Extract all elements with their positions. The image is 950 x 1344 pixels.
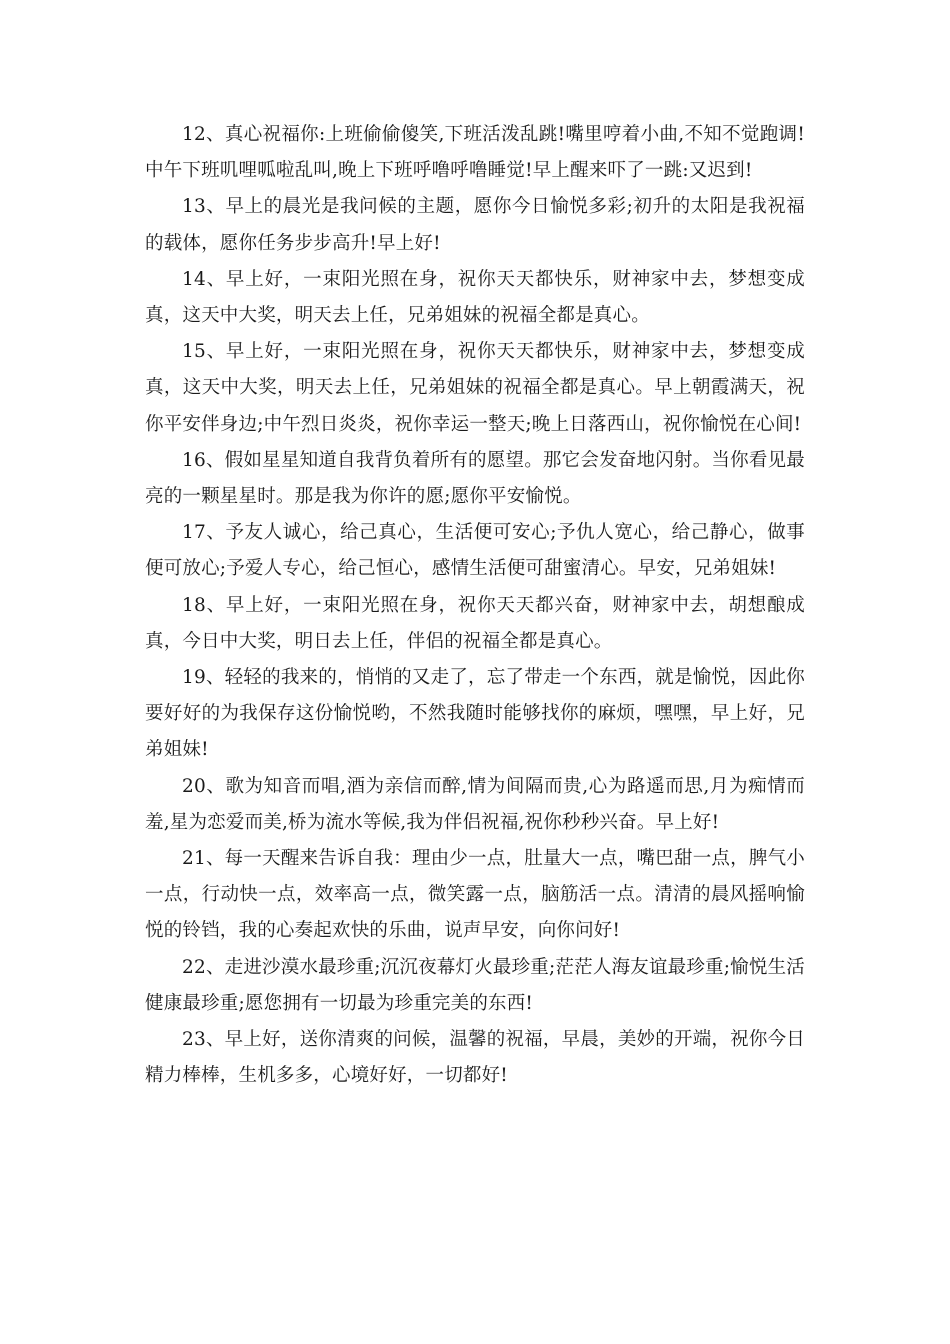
paragraph-20: 20、歌为知音而唱,酒为亲信而醉,情为间隔而贵,心为路遥而思,月为痴情而羞,星为恋爱而美,桥为流水等候,我为伴侣祝福,祝你秒秒兴奋。早上好!: [145, 775, 805, 833]
paragraph-12: 12、真心祝福你:上班偷偷傻笑,下班活泼乱跳!嘴里哼着小曲,不知不觉跑调!中午下班叽哩呱啦乱叫,晚上下班呼噜呼噜睡觉!早上醒来吓了一跳:又迟到!: [145, 124, 805, 182]
paragraph-17: 17、予友人诚心，给己真心，生活便可安心;予仇人宽心，给己静心，做事便可放心;予爱人专心，给己恒心，感情生活便可甜蜜清心。早安，兄弟姐妹!: [145, 522, 805, 580]
paragraph-22: 22、走进沙漠水最珍重;沉沉夜幕灯火最珍重;茫茫人海友谊最珍重;愉悦生活健康最珍重;愿您拥有一切最为珍重完美的东西!: [145, 956, 805, 1014]
paragraph-16: 16、假如星星知道自我背负着所有的愿望。那它会发奋地闪射。当你看见最亮的一颗星星时。那是我为你许的愿;愿你平安愉悦。: [145, 449, 805, 508]
paragraph-21: 21、每一天醒来告诉自我：理由少一点，肚量大一点，嘴巴甜一点，脾气小一点，行动快一点，效率高一点，微笑露一点，脑筋活一点。清清的晨风摇响愉悦的铃铛，我的心奏起欢快的乐曲，说声早安，向你问好!: [145, 848, 805, 942]
paragraph-23: 23、早上好，送你清爽的问候，温馨的祝福，早晨，美妙的开端，祝你今日精力棒棒，生机多多，心境好好，一切都好!: [145, 1029, 805, 1087]
paragraph-18: 18、早上好，一束阳光照在身，祝你天天都兴奋，财神家中去，胡想酿成真，今日中大奖，明日去上任，伴侣的祝福全都是真心。: [145, 594, 805, 652]
paragraph-14: 14、早上好，一束阳光照在身，祝你天天都快乐，财神家中去，梦想变成真，这天中大奖，明天去上任，兄弟姐妹的祝福全都是真心。: [145, 268, 805, 327]
document-body: [145, 117, 805, 1094]
paragraph-19: 19、轻轻的我来的，悄悄的又走了，忘了带走一个东西，就是愉悦，因此你要好好的为我保存这份愉悦哟，不然我随时能够找你的麻烦，嘿嘿，早上好，兄弟姐妹!: [145, 667, 805, 761]
paragraph-13: 13、早上的晨光是我问候的主题，愿你今日愉悦多彩;初升的太阳是我祝福的载体，愿你任务步步高升!早上好!: [145, 196, 805, 254]
paragraph-15: 15、早上好，一束阳光照在身，祝你天天都快乐，财神家中去，梦想变成真，这天中大奖，明天去上任，兄弟姐妹的祝福全都是真心。早上朝霞满天，祝你平安伴身边;中午烈日炎炎，祝你幸运一整天;晚上日落西山，祝你愉悦在心间!: [145, 341, 805, 435]
